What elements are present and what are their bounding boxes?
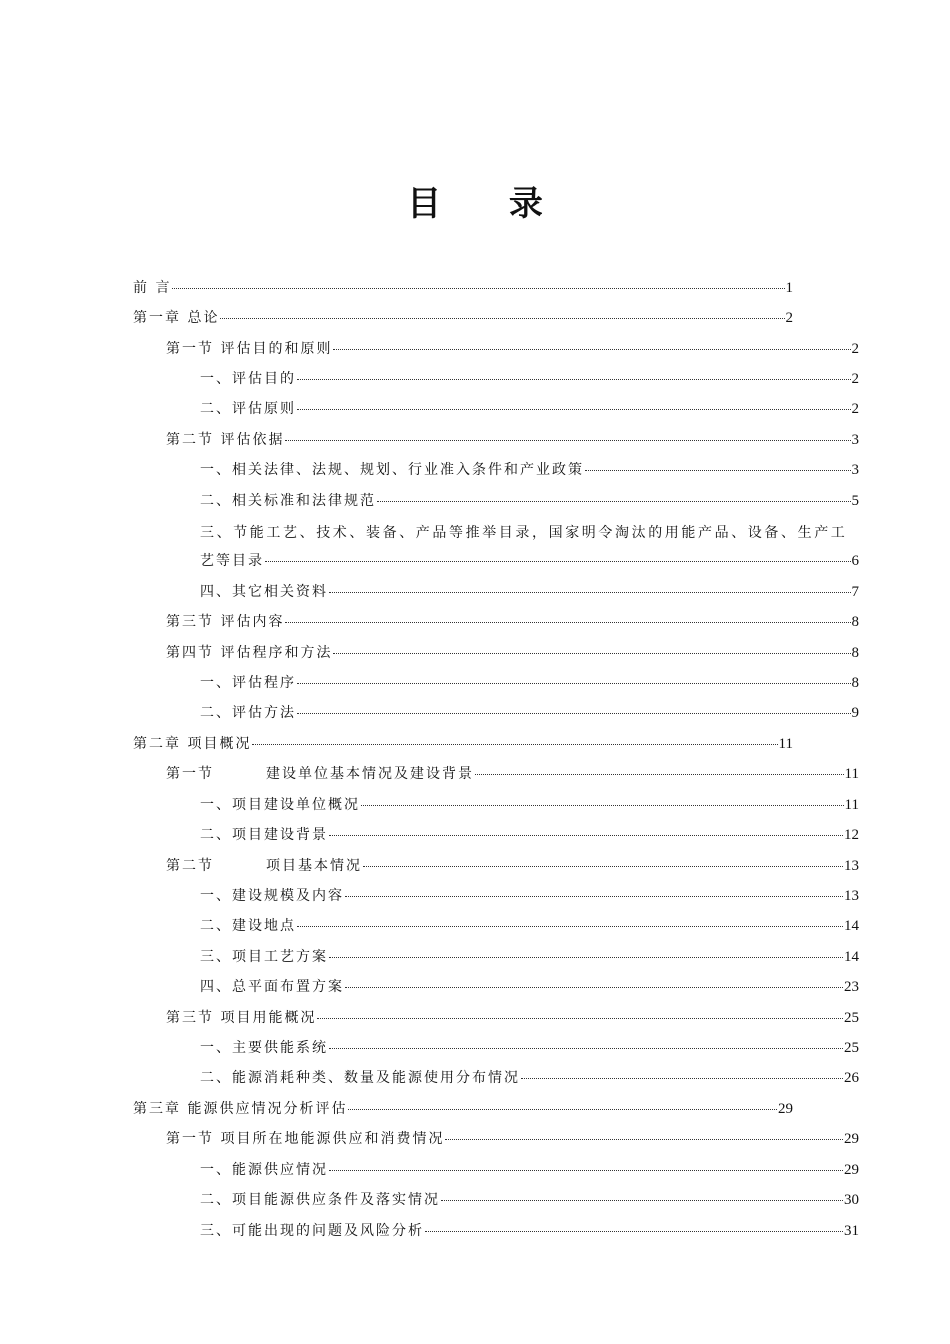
toc-leader [521, 1078, 843, 1079]
toc-leader [329, 835, 843, 836]
toc-page: 11 [844, 797, 859, 813]
toc-label: 二、评估原则 [200, 401, 296, 417]
toc-entry[interactable] [133, 277, 793, 303]
toc-page: 14 [844, 918, 859, 934]
toc-leader [333, 349, 850, 350]
toc-page: 25 [844, 1010, 859, 1026]
toc-page: 3 [851, 432, 859, 448]
toc-page: 11 [778, 736, 793, 752]
toc-leader [361, 805, 844, 806]
toc-leader [585, 470, 851, 471]
toc-page: 6 [851, 553, 859, 569]
toc-entry[interactable] [166, 338, 859, 364]
toc-label: 三、可能出现的问题及风险分析 [200, 1223, 424, 1239]
toc-leader [297, 683, 851, 684]
toc-entry[interactable] [200, 702, 859, 728]
toc-page: 13 [844, 888, 859, 904]
toc-label: 二、相关标准和法律规范 [200, 493, 376, 509]
toc-entry[interactable] [200, 976, 859, 1002]
toc-entry[interactable] [166, 642, 859, 668]
toc-entry[interactable] [200, 1189, 859, 1215]
toc-entry[interactable] [200, 1220, 859, 1246]
toc-page: 9 [851, 705, 859, 721]
toc-label: 三、项目工艺方案 [200, 949, 328, 965]
toc-page: 13 [844, 858, 859, 874]
toc-leader [265, 561, 851, 562]
toc-page: 29 [844, 1131, 859, 1147]
toc-entry[interactable] [133, 733, 793, 759]
toc-label: 第三节 评估内容 [166, 614, 285, 630]
toc-label: 二、能源消耗种类、数量及能源使用分布情况 [200, 1070, 520, 1086]
toc-label: 四、其它相关资料 [200, 584, 328, 600]
toc-label: 第四节 评估程序和方法 [166, 645, 333, 661]
toc-leader [333, 653, 850, 654]
toc-page: 2 [851, 401, 859, 417]
toc-page: 29 [778, 1101, 793, 1117]
toc-label: 二、建设地点 [200, 918, 296, 934]
toc-leader [329, 957, 843, 958]
toc-page: 25 [844, 1040, 859, 1056]
toc-entry[interactable] [166, 1007, 859, 1033]
toc-label: 一、能源供应情况 [200, 1162, 328, 1178]
toc-leader [297, 926, 843, 927]
toc-page: 7 [851, 584, 859, 600]
toc-leader [345, 896, 843, 897]
toc-label: 第二节 评估依据 [166, 432, 285, 448]
toc-leader [329, 592, 851, 593]
toc-label-line1: 三、节能工艺、技术、装备、产品等推举目录，国家明令淘汰的用能产品、设备、生产工 [200, 525, 848, 541]
toc-label: 二、评估方法 [200, 705, 296, 721]
toc-entry[interactable] [200, 581, 859, 607]
toc-page: 8 [851, 614, 859, 630]
toc-leader [285, 440, 850, 441]
toc-page: 23 [844, 979, 859, 995]
toc-page: 30 [844, 1192, 859, 1208]
toc-entry[interactable] [166, 1128, 859, 1154]
toc-label: 一、主要供能系统 [200, 1040, 328, 1056]
toc-entry[interactable] [133, 1098, 793, 1124]
toc-entry[interactable] [166, 855, 859, 881]
toc-label: 一、建设规模及内容 [200, 888, 344, 904]
toc-entry[interactable] [200, 824, 859, 850]
toc-label: 第三节 项目用能概况 [166, 1010, 317, 1026]
toc-page: 8 [851, 645, 859, 661]
toc-leader [377, 501, 851, 502]
toc-page: 1 [785, 280, 793, 296]
toc-page: 31 [844, 1223, 859, 1239]
toc-label: 第一章 总论 [133, 310, 220, 326]
toc-label: 第二章 项目概况 [133, 736, 252, 752]
toc-leader [445, 1139, 843, 1140]
toc-entry[interactable] [200, 1067, 859, 1093]
toc-label: 二、项目建设背景 [200, 827, 328, 843]
toc-label: 第一节 评估目的和原则 [166, 341, 333, 357]
toc-page: 5 [851, 493, 859, 509]
toc-leader [329, 1048, 843, 1049]
toc-page: 26 [844, 1070, 859, 1086]
toc-entry[interactable] [200, 459, 859, 485]
toc-leader [363, 866, 843, 867]
toc-label: 一、评估程序 [200, 675, 296, 691]
toc-page: 2 [785, 310, 793, 326]
toc-leader [297, 713, 851, 714]
toc-leader [252, 744, 777, 745]
toc-page: 2 [851, 371, 859, 387]
toc-entry[interactable] [133, 307, 793, 333]
toc-label: 建设单位基本情况及建设背景 [266, 766, 474, 782]
toc-label: 一、相关法律、法规、规划、行业准入条件和产业政策 [200, 462, 584, 478]
toc-entry[interactable] [200, 1159, 859, 1185]
toc-label-prefix: 第一节 [166, 766, 214, 782]
toc-label-prefix: 第二节 [166, 858, 214, 874]
toc-entry[interactable] [200, 550, 859, 576]
toc-page: 11 [844, 766, 859, 782]
toc-label: 四、总平面布置方案 [200, 979, 344, 995]
toc-page: 3 [851, 462, 859, 478]
toc-label: 项目基本情况 [266, 858, 362, 874]
toc-label: 艺等目录 [200, 553, 264, 569]
toc-label: 一、评估目的 [200, 371, 296, 387]
toc-leader [475, 774, 844, 775]
toc-entry[interactable] [200, 672, 859, 698]
toc-entry[interactable] [200, 1037, 859, 1063]
toc-leader [329, 1170, 843, 1171]
toc-page: 12 [844, 827, 859, 843]
toc-leader [425, 1231, 843, 1232]
toc-leader [285, 622, 850, 623]
toc-entry[interactable] [200, 794, 859, 820]
toc-leader [220, 318, 784, 319]
toc-entry[interactable] [200, 490, 859, 516]
toc-leader [348, 1109, 777, 1110]
toc-page: 14 [844, 949, 859, 965]
toc-page: 2 [851, 341, 859, 357]
toc-leader [297, 409, 851, 410]
toc-label: 前 言 [133, 280, 172, 296]
toc-entry[interactable] [200, 946, 859, 972]
toc-leader [297, 379, 851, 380]
toc-label: 第三章 能源供应情况分析评估 [133, 1101, 348, 1117]
toc-leader [172, 288, 784, 289]
toc-entry[interactable] [166, 763, 859, 789]
toc-entry[interactable] [200, 885, 859, 911]
toc-page: 29 [844, 1162, 859, 1178]
toc-entry[interactable] [166, 611, 859, 637]
toc-entry[interactable] [200, 915, 859, 941]
toc-label: 第一节 项目所在地能源供应和消费情况 [166, 1131, 445, 1147]
toc-entry[interactable] [200, 398, 859, 424]
toc-label: 二、项目能源供应条件及落实情况 [200, 1192, 440, 1208]
toc-leader [345, 987, 843, 988]
toc-label: 一、项目建设单位概况 [200, 797, 360, 813]
page-title: 目 录 [407, 184, 571, 224]
toc-leader [441, 1200, 843, 1201]
toc-entry[interactable] [200, 368, 859, 394]
toc-page: 8 [851, 675, 859, 691]
toc-entry[interactable] [166, 429, 859, 455]
toc-leader [317, 1018, 843, 1019]
